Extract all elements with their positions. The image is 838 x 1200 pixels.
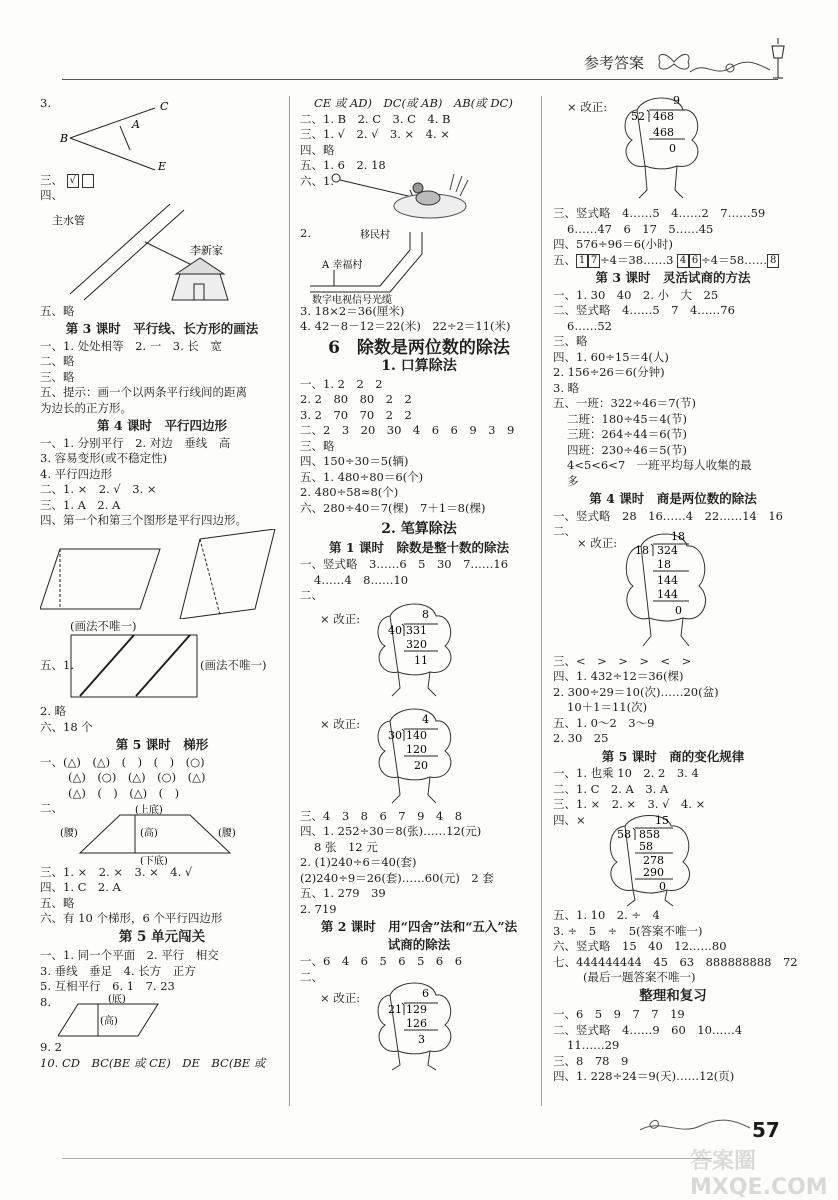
answer-line: 四、150÷30＝5(辆) (300, 454, 409, 468)
answer-line: 四、576÷96＝6(小时) (553, 237, 674, 251)
answer-line: CE 或 AD) DC(或 AB) AB(或 DC) (314, 96, 513, 110)
quotient: 15 (655, 814, 669, 827)
correction-tree (300, 975, 538, 1071)
trapezoid-label: (腰) (60, 827, 78, 839)
point-label: E (158, 159, 167, 173)
answer-line: 6……47 6 17 5……45 (567, 221, 714, 236)
answer-line: 二、 (300, 588, 323, 602)
lesson-title: 第 5 课时 商的变化规律 (601, 748, 745, 764)
answer-line: (△) (○) (△) (○) (△) (68, 770, 206, 784)
answer-label: 三、 (40, 172, 63, 187)
trapezoid-figure (60, 803, 260, 865)
divisor: 52 (631, 110, 645, 123)
correction-label: × 改正: (577, 535, 618, 550)
answer-line: 四班：230÷46＝5(节) (567, 442, 688, 457)
partial-dividend: 144 (657, 573, 678, 587)
answer-line: 六、18 个 (40, 719, 93, 734)
answer-text: ÷4＝58…… (701, 252, 768, 267)
partial-product: 320 (406, 637, 427, 651)
answer-line: 4<5<6<7 一班平均每人收集的最 (567, 458, 752, 472)
answer-line: 一、1. 2 2 2 (300, 376, 383, 391)
divisor: 30 (388, 728, 402, 742)
answer-line: 10. CD BC(BE 或 CE) DE BC(BE 或 (40, 1055, 266, 1070)
remainder: 11 (414, 653, 428, 667)
trapezoid-label: (腰) (218, 827, 236, 839)
answer-line: 5. 互相平行 6. 1 7. 23 (40, 979, 175, 993)
correction-tree (300, 596, 538, 701)
answer-line: 一、竖式略 3……6 5 30 7……16 (300, 557, 509, 571)
divisor: 58 (617, 828, 631, 841)
answer-line: 二、1. C 2. A 3. A (553, 781, 669, 796)
answer-line: 四、略 (300, 142, 335, 157)
answer-label: 六、1. (300, 173, 334, 188)
answer-line: 2. 719 (300, 901, 337, 916)
quotient: 6 (422, 987, 429, 1000)
answer-line: 11……29 (567, 1038, 620, 1052)
answer-line: 二、竖式略 4……5 7 4……76 (553, 303, 735, 317)
correction-label: × 改正: (567, 100, 608, 114)
vine-decoration (690, 50, 770, 80)
dividend: 331 (406, 623, 427, 637)
lesson-title: 第 3 课时 灵活试商的方法 (595, 270, 751, 285)
checkbox-answer (82, 174, 94, 188)
tree-division-figure (619, 528, 715, 654)
answer-line: 三、1. × 2. × 3. √ 4. × (553, 797, 706, 811)
divisor: 18 (635, 543, 649, 557)
answer-line: 二、略 (40, 354, 75, 368)
answer-line: 2. 2 80 80 2 2 (300, 392, 412, 406)
lamp-icon (768, 36, 788, 80)
checkbox-answer: √ (67, 174, 79, 188)
watermark (690, 1130, 838, 1200)
partial-product: 144 (657, 587, 678, 601)
divisor: 21 (388, 1003, 402, 1016)
tree-division-figure (603, 812, 699, 908)
answer-text: ÷4＝38……3 (600, 252, 674, 267)
answer-line: 4……4 8……10 (314, 572, 409, 587)
answer-line: 8 张 12 元 (314, 839, 378, 854)
digit-box: 7 (588, 254, 600, 268)
figure-label: (高) (100, 1016, 118, 1027)
column-right (553, 94, 798, 1085)
answer-line: 三、1. A 2. A (40, 497, 121, 512)
answer-line: 四、1. C 2. A (40, 880, 121, 894)
digit-box: 8 (767, 254, 779, 268)
quotient: 4 (422, 712, 429, 726)
answer-line: 10＋1＝11(次) (567, 700, 648, 714)
header-title: 参考答案 (584, 54, 645, 72)
partial-product: 120 (406, 742, 427, 756)
remainder: 0 (659, 880, 666, 893)
answer-line: 6……52 (567, 318, 612, 333)
perpendicular-figure (60, 98, 190, 173)
column-divider (541, 96, 542, 1106)
chapter-title: 6 除数是两位数的除法 (328, 337, 510, 358)
note: (画法不唯一) (200, 658, 267, 672)
column-middle (300, 96, 538, 1071)
answer-line: 8. (40, 994, 51, 1009)
dividend: 140 (406, 728, 427, 742)
answer-line: 2. 156÷26＝6(分钟) (553, 365, 665, 379)
parallelogram-height-figure (58, 994, 178, 1040)
answer-label: 五、 (553, 252, 576, 267)
partial-product: 126 (406, 1017, 427, 1030)
answer-line: 三、略 (40, 369, 75, 384)
answer-line: 2. 30 25 (553, 731, 609, 745)
duck-pond-figure (330, 170, 470, 224)
pipe-label: 主水管 (52, 213, 85, 227)
answer-line: 2. (1)240÷6＝40(套) (300, 855, 417, 869)
correction-tree (553, 90, 793, 206)
partial-product: 18 (657, 557, 671, 571)
lesson-title: 试商的除法 (387, 936, 451, 952)
figure-label: (底) (108, 994, 126, 1005)
rectangle-figure (70, 634, 200, 700)
answer-line: 二、竖式略 4……9 60 10……4 (553, 1022, 743, 1037)
answer-line: 3. 2 70 70 2 2 (300, 407, 412, 422)
column-divider (289, 96, 290, 1106)
dividend: 858 (639, 828, 660, 841)
answer-line: 七、444444444 45 63 888888888 72 (553, 954, 798, 969)
answer-line (40, 173, 284, 189)
answer-line: 二、1. B 2. C 3. C 4. B (300, 111, 451, 126)
answer-line: 4. 平行四边形 (40, 466, 113, 481)
answer-line: 2. 略 (40, 704, 67, 718)
quotient: 8 (422, 607, 429, 621)
map-label: 数字电视信号光缆 (312, 294, 392, 304)
answer-line: 3. 垂线 垂足 4. 长方 正方 (40, 963, 196, 978)
water-pipe-figure (50, 204, 270, 304)
correction-label: × 改正: (320, 991, 361, 1005)
answer-line: 二、1. × 2. √ 3. × (40, 482, 157, 496)
unit-title: 整理和复习 (639, 987, 707, 1004)
answer-line (553, 253, 793, 269)
answer-line: 3. 略 (553, 380, 580, 395)
map-label: 移民村 (360, 229, 390, 241)
answer-line: 三、竖式略 4……5 4……2 7……59 (553, 206, 766, 220)
trapezoid-label: (高) (140, 827, 158, 839)
answer-line: 一、竖式略 28 16……4 22……14 16 (553, 508, 783, 523)
answer-line: 五、略 (40, 895, 75, 910)
cable-route-figure (300, 226, 480, 304)
correction-tree (300, 701, 538, 809)
answer-line: 四、第一个和第三个图形是平行四边形。 (40, 513, 247, 527)
answer-line: 2. 480÷58≈8(个) (300, 485, 399, 499)
answer-line: (△) ( ) (△) ( ) (68, 785, 180, 800)
correction-tree (553, 528, 793, 654)
answer-line: 三、1. × 2. × 3. × 4. √ (40, 864, 193, 879)
dividend: 468 (653, 110, 674, 123)
answer-line: 五、1. 6 2. 18 (300, 158, 386, 172)
answer-line: 9. 2 (40, 1040, 62, 1054)
answer-line: 五、1. 10 2. ÷ 4 (553, 908, 660, 922)
answer-line: 四、1. 228÷24＝9(天)……12(页) (553, 1069, 735, 1083)
answer-line: 二班：180÷45＝4(节) (567, 411, 688, 426)
lesson-title: 第 4 课时 平行四边形 (97, 418, 227, 433)
answer-line: 六、竖式略 15 40 12……80 (553, 939, 727, 953)
answer-line: 四、× (553, 812, 586, 827)
point-label: C (160, 99, 169, 113)
answer-line: 3. (40, 96, 51, 110)
lesson-title: 第 2 课时 用“四舍”法和“五入”法 (320, 919, 518, 934)
partial-product: 468 (653, 126, 674, 139)
answer-line: 五、提示：画一个以两条平行线间的距离 (40, 385, 247, 399)
butterfly-icon (654, 48, 694, 76)
partial-product: 290 (643, 866, 664, 879)
answer-line: 三班：264÷44＝6(节) (567, 427, 688, 441)
answer-line: 五、1. 279 39 (300, 886, 386, 900)
answer-line: 二、 (553, 524, 576, 538)
answer-line: 二、2 3 20 30 4 6 6 9 3 9 (300, 423, 515, 437)
divisor: 40 (388, 623, 402, 637)
answer-line: 三、略 (300, 438, 335, 453)
parallelogram-figures (40, 529, 280, 619)
answer-line: 为边长的正方形。 (40, 400, 132, 415)
page-header (0, 0, 838, 80)
answer-line: 六、280÷40＝7(棵) 7＋1＝8(棵) (300, 500, 486, 515)
answer-line: 五、略 (40, 303, 75, 318)
answer-line: 四、 (40, 188, 63, 202)
footer-rule (62, 1158, 712, 1159)
answer-line: 三、< > > > < > (553, 653, 692, 668)
answer-label: 2. (300, 225, 311, 240)
answer-line: 一、1. 同一个平面 2. 平行 相交 (40, 948, 219, 962)
answer-line: 五、1. 480÷80＝6(个) (300, 469, 424, 484)
tree-division-figure (617, 90, 707, 206)
answer-line: 三、1. √ 2. √ 3. × 4. × (300, 127, 450, 141)
answer-line: 一、1. 30 40 2. 小 大 25 (553, 287, 719, 302)
answer-line: 一、1. 处处相等 2. 一 3. 长 宽 (40, 338, 222, 353)
note: (画法不唯一) (70, 618, 137, 633)
answer-line: 一、6 5 9 7 7 19 (553, 1007, 685, 1021)
partial-dividend: 278 (643, 854, 664, 867)
remainder: 0 (675, 603, 682, 617)
answer-line: (最后一题答案不唯一) (583, 970, 696, 984)
tree-division-figure (370, 701, 460, 809)
quotient: 9 (673, 94, 680, 107)
answer-line: 三、8 78 9 (553, 1053, 629, 1068)
answer-line: 多 (567, 473, 579, 488)
column-left (40, 96, 284, 1071)
page-number: 57 (752, 1118, 780, 1142)
answer-line: (2)240÷9＝26(套)……60(元) 2 套 (300, 870, 494, 885)
house-label: 李新家 (190, 243, 223, 257)
section-title: 1. 口算除法 (381, 358, 457, 374)
quotient: 18 (671, 529, 685, 543)
answer-line: 一、1. 也乘 10 2. 2 3. 4 (553, 766, 699, 780)
remainder: 3 (418, 1033, 425, 1046)
answer-line: 一、(△) (△) ( ) ( ) (○) (40, 754, 205, 769)
lesson-title: 第 1 课时 除数是整十数的除法 (329, 539, 509, 555)
answer-line: 五、1. 0～2 3～9 (553, 715, 655, 730)
answer-line: 五、一班：322÷46＝7(节) (553, 396, 697, 410)
lesson-title: 第 5 课时 梯形 (115, 737, 209, 752)
answer-line: 四、1. 60÷15＝4(人) (553, 349, 669, 364)
dividend: 129 (406, 1003, 427, 1016)
correction-label: × 改正: (320, 716, 361, 731)
digit-box: 4 (677, 254, 689, 268)
trapezoid-label: (上底) (135, 804, 163, 816)
answer-line: 四、1. 252÷30＝8(张)……12(元) (300, 824, 482, 838)
answer-line: 六、有 10 个梯形，6 个平行四边形 (40, 911, 223, 925)
answer-line: 三、4 3 8 6 7 9 4 8 (300, 808, 463, 823)
unit-title: 第 5 单元闯关 (118, 928, 206, 945)
digit-box: 6 (689, 254, 701, 268)
remainder: 20 (414, 758, 428, 772)
answer-line: 4. 42－8－12＝22(米) 22÷2＝11(米) (300, 319, 511, 333)
dividend: 324 (657, 543, 678, 557)
answer-block (300, 226, 538, 304)
answer-line: 3. ÷ 5 ÷ 5(答案不唯一) (553, 923, 703, 938)
section-title: 2. 笔算除法 (381, 521, 457, 537)
answer-line: 二、 (300, 969, 323, 984)
tree-division-figure (370, 596, 460, 701)
watermark-text: 答案圈 MXQE.COM (690, 1149, 828, 1200)
correction-tree (553, 812, 793, 908)
answer-line: 四、1. 432÷12＝36(棵) (553, 669, 684, 683)
answer-line: 一、6 4 6 5 6 5 6 6 (300, 954, 463, 968)
header-rule (62, 79, 778, 80)
map-label: A 幸福村 (322, 259, 363, 271)
correction-label: × 改正: (320, 611, 361, 626)
point-label: A (132, 117, 140, 131)
answer-line: 二、 (40, 801, 63, 815)
lesson-title: 第 4 课时 商是两位数的除法 (589, 491, 757, 506)
point-label: B (60, 131, 69, 145)
answer-line: 三、略 (553, 334, 588, 348)
answer-line: 3. 容易变形(或不稳定性) (40, 451, 168, 465)
trapezoid-label: (下底) (140, 855, 168, 865)
answer-block (40, 634, 284, 704)
tree-division-figure (370, 975, 460, 1071)
answer-block (300, 174, 538, 226)
digit-box: 1 (576, 254, 588, 268)
partial-product: 58 (639, 840, 653, 853)
answer-line: 一、1. 分别平行 2. 对边 垂线 高 (40, 435, 231, 450)
remainder: 0 (669, 142, 676, 155)
answer-line: 3. 18×2＝36(厘米) (300, 303, 405, 318)
lesson-title: 第 3 课时 平行线、长方形的画法 (65, 321, 259, 336)
answer-line: 2. 300÷29＝10(次)……20(盆) (553, 684, 719, 699)
answer-label: 五、1. (40, 658, 74, 672)
